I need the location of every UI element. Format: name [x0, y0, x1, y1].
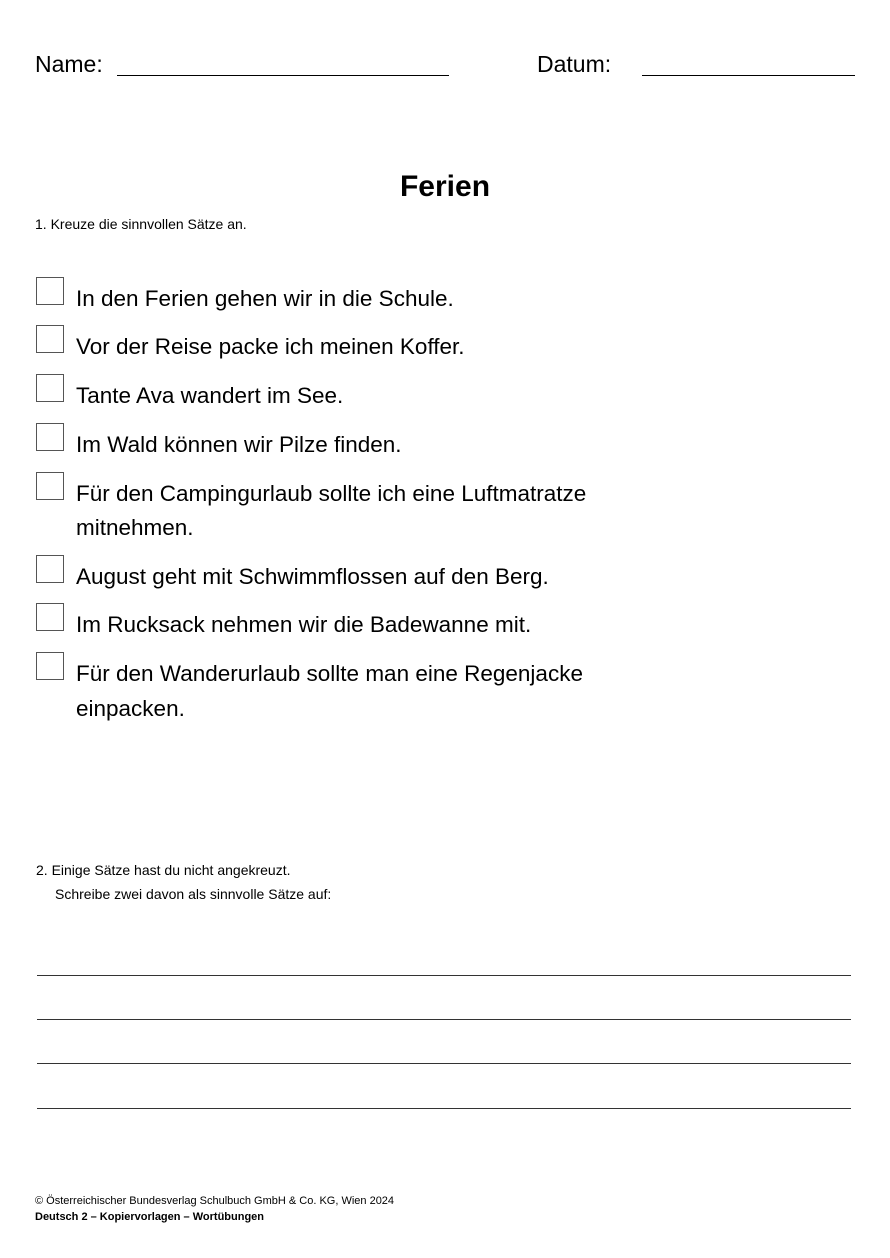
footer-series: Deutsch 2 – Kopiervorlagen – Wortübungen [35, 1211, 264, 1223]
answer-write-line-4[interactable] [37, 1108, 851, 1109]
sentence-item-2: Vor der Reise packe ich meinen Koffer. [76, 334, 465, 359]
sentence-item-3: Tante Ava wandert im See. [76, 383, 344, 408]
task2-instruction: 2. Einige Sätze hast du nicht angekreuzt. [36, 862, 291, 878]
date-label: Datum: [537, 51, 612, 77]
checkbox-item-5[interactable] [36, 472, 64, 500]
sentence-item-1: In den Ferien gehen wir in die Schule. [76, 286, 454, 311]
checkbox-item-2[interactable] [36, 325, 64, 353]
sentence-item-8: Für den Wanderurlaub sollte man eine Regenjacke [76, 661, 583, 686]
name-write-line[interactable] [117, 75, 449, 76]
checkbox-item-8[interactable] [36, 652, 64, 680]
sentence-item-6: August geht mit Schwimmflossen auf den Berg. [76, 564, 549, 589]
sentence-item-8-continuation: einpacken. [76, 696, 185, 721]
page-title: Ferien [399, 170, 491, 203]
answer-write-line-1[interactable] [37, 975, 851, 976]
checkbox-item-3[interactable] [36, 374, 64, 402]
name-label: Name: [35, 51, 103, 77]
sentence-item-7: Im Rucksack nehmen wir die Badewanne mit. [76, 612, 532, 637]
date-write-line[interactable] [642, 75, 855, 76]
answer-write-line-3[interactable] [37, 1063, 851, 1064]
sentence-item-4: Im Wald können wir Pilze finden. [76, 432, 402, 457]
checkbox-item-6[interactable] [36, 555, 64, 583]
checkbox-item-7[interactable] [36, 603, 64, 631]
answer-write-line-2[interactable] [37, 1019, 851, 1020]
sentence-item-5-continuation: mitnehmen. [76, 515, 194, 540]
checkbox-item-4[interactable] [36, 423, 64, 451]
task1-instruction: 1. Kreuze die sinnvollen Sätze an. [35, 216, 247, 232]
footer-copyright: © Österreichischer Bundesverlag Schulbuch GmbH & Co. KG, Wien 2024 [35, 1195, 395, 1207]
task2-instruction-line2: Schreibe zwei davon als sinnvolle Sätze auf: [55, 886, 332, 902]
sentence-item-5: Für den Campingurlaub sollte ich eine Luftmatratze [76, 481, 587, 506]
checkbox-item-1[interactable] [36, 277, 64, 305]
